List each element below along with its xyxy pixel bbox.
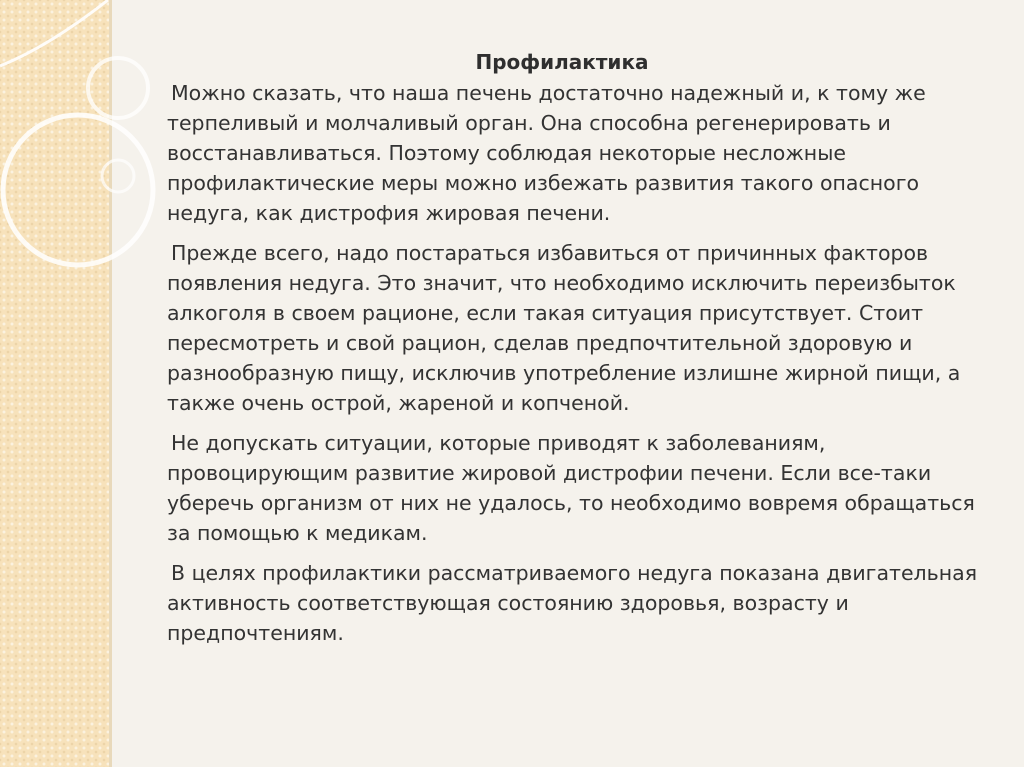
page-title: Профилактика [475,50,649,74]
paragraph-1: Можно сказать, что наша печень достаточно надежный и, к тому же терпеливый и молчаливый орган. Она способна регенерировать и восстанавливаться. Поэтому соблюдая некоторые несложные профилактические меры можно избежать развития такого опасного недуга, как дистрофия жировая печени. [167,81,926,225]
paragraph-4: В целях профилактики рассматриваемого недуга показана двигательная активность соответствующая состоянию здоровья, возрасту и предпочтениям. [167,561,978,645]
paragraph-3: Не допускать ситуации, которые приводят к заболеваниям, провоцирующим развитие жировой дистрофии печени. Если все-таки уберечь организм от них не удалось, то необходимо вовремя обращаться за помощью к медикам. [167,431,975,545]
text-content [167,48,997,658]
paragraph-2: Прежде всего, надо постараться избавиться от причинных факторов появления недуга. Это значит, что необходимо исключить переизбыток алкоголя в своем рационе, если такая ситуация присутствует. Стоит пересмотреть и свой рацион, сделав предпочтительной здоровую и разнообразную пищу, исключив употребление излишне жирной пищи, а также очень острой, жареной и копченой. [167,241,961,415]
